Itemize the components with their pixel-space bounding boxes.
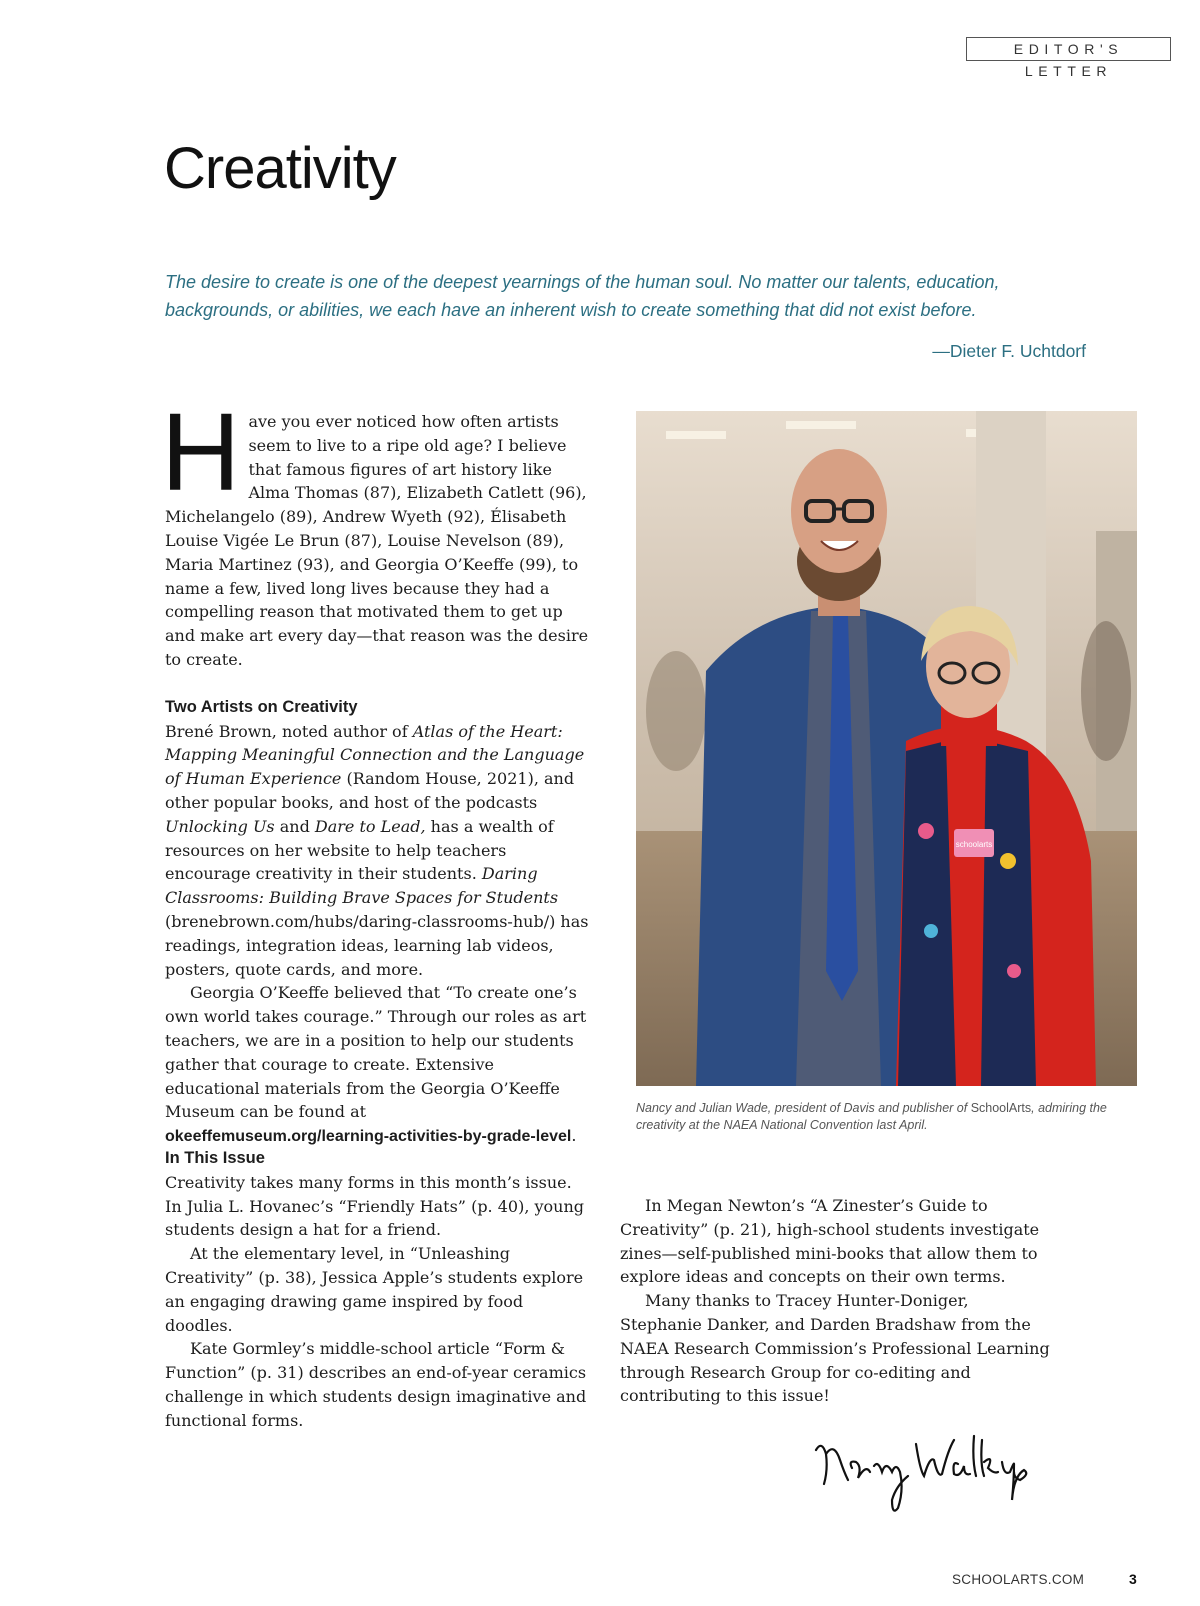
section-heading-in-this-issue: In This Issue: [165, 1149, 265, 1167]
issue-paragraph-1: Creativity takes many forms in this month’s issue. In Julia L. Hovanec’s “Friendly Hats” (p. 40), young students design a hat for a friend.: [165, 1172, 585, 1240]
okeeffe-paragraph: Georgia O’Keeffe believed that “To create one’s own world takes courage.” Through our roles as art teachers, we are in a position to help our students gather that courage to create. Extensive educational materials from the Georgia O’Keeffe Museum can be found at okeeffemuseum.org/learning-activities-by-grade-level.: [165, 983, 587, 1146]
issue-paragraph-5: Many thanks to Tracey Hunter-Doniger, Stephanie Danker, and Darden Bradshaw from the NAEA Research Commission’s Professional Learning through Research Group for co-editing and contributing to this issue!: [620, 1291, 1050, 1406]
intro-text: ave you ever noticed how often artists seem to live to a ripe old age? I believe that famous figures of art history like Alma Thomas (87), Elizabeth Catlett (96), Michelangelo (89), Andrew Wyeth (92), Élisabeth Louise Vigée Le Brun (87), Louise Nevelson (89), Maria Martinez (93), and Georgia O’Keeffe (99), to name a few, lived long lives because they had a compelling reason that motivated them to get up and make art every day—that reason was the desire to create.: [165, 412, 589, 669]
photo-caption: Nancy and Julian Wade, president of Davis and publisher of SchoolArts, admiring the creativity at the NAEA National Convention last April.: [636, 1101, 1107, 1132]
photo-illustration: [636, 411, 1137, 1086]
drop-cap: H: [161, 391, 241, 514]
issue-paragraph-2: At the elementary level, in “Unleashing Creativity” (p. 38), Jessica Apple’s students explore an engaging drawing game inspired by food doodles.: [165, 1244, 584, 1335]
epigraph-quote: The desire to create is one of the deepest yearnings of the human soul. No matter our talents, education, backgrounds, or abilities, we each have an inherent wish to create something that did not exist before.: [165, 272, 1000, 320]
editor-signature: [808, 1420, 1048, 1516]
okeeffe-museum-link[interactable]: okeeffemuseum.org/learning-activities-by-grade-level: [165, 1128, 572, 1146]
page-title: Creativity: [164, 136, 396, 201]
issue-paragraph-3: Kate Gormley’s middle-school article “Form & Function” (p. 31) describes an end-of-year ceramics challenge in which students design imaginative and functional forms.: [165, 1339, 587, 1430]
badge-label: schoolarts: [955, 840, 993, 849]
section-tag: EDITOR'S LETTER: [966, 37, 1171, 61]
epigraph-attribution: —Dieter F. Uchtdorf: [932, 341, 1086, 361]
brene-brown-paragraph: Brené Brown, noted author of Atlas of the Heart: Mapping Meaningful Connection and the Language of Human Experience (Random House, 2021), and other popular books, and host of the podcasts Unlocking Us and Dare to Lead, has a wealth of resources on her website to help teachers encourage creativity in their students. Daring Classrooms: Building Brave Spaces for Students (brenebrown.com/hubs/daring-classrooms-hub/) has readings, integration ideas, learning lab videos, posters, quote cards, and more.: [165, 721, 589, 979]
section-heading-two-artists: Two Artists on Creativity: [165, 697, 358, 716]
article-column-left: [161, 391, 593, 1149]
intro-paragraph: [161, 391, 593, 672]
article-column-right: [620, 1194, 1050, 1408]
page-number: 3: [1129, 1571, 1137, 1587]
issue-paragraph-4: In Megan Newton’s “A Zinester’s Guide to Creativity” (p. 21), high-school students investigate zines—self-published mini-books that allow them to explore ideas and concepts on their own terms.: [620, 1196, 1040, 1287]
footer-site-url: SCHOOLARTS.COM: [952, 1572, 1085, 1587]
editor-photo: [636, 411, 1137, 1086]
article-column-left-bottom: [165, 1147, 593, 1433]
